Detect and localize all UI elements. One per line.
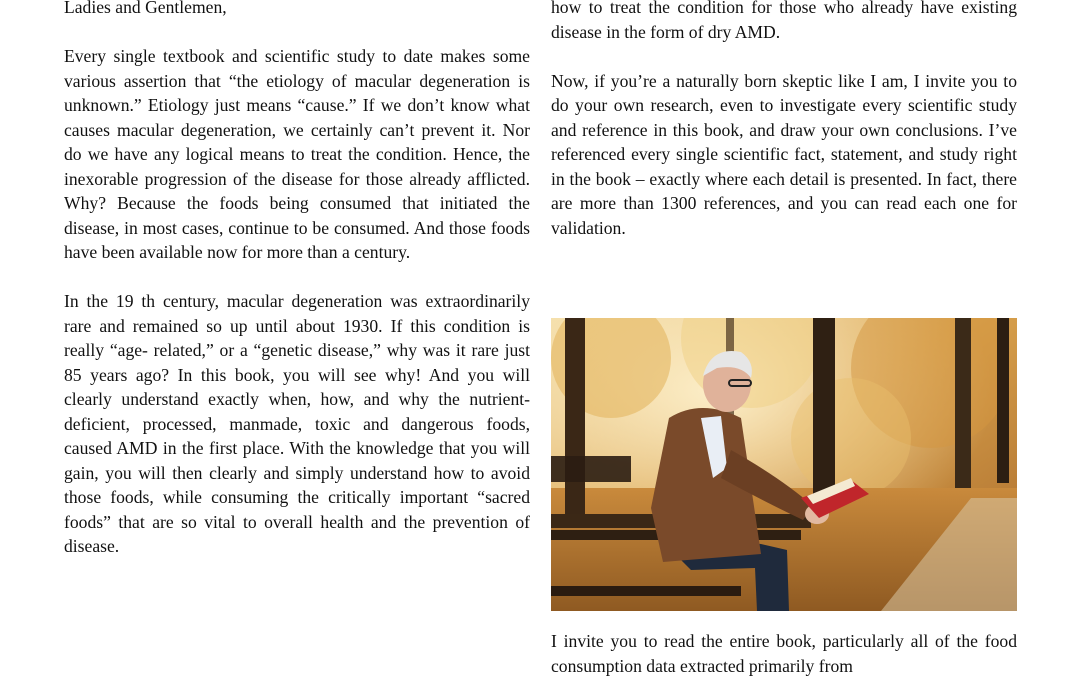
left-column	[64, 0, 530, 559]
paragraph-invite-read: I invite you to read the entire book, particularly all of the food consumption data extracted primarily from	[551, 631, 1017, 676]
paragraph-skeptic: Now, if you’re a naturally born skeptic like I am, I invite you to do your own research, even to investigate every scientific study and reference in this book, and draw your own conclusions. I’ve referenced every single scientific fact, statement, and study right in the book – exactly where each detail is presented. In fact, there are more than 1300 references, and you can read each one for validation.	[551, 70, 1017, 238]
paragraph-19th-century: In the 19 th century, macular degeneration was extraordinarily rare and remained so up until about 1930. If this condition is really “age- related,” or a “genetic disease,” why was it rare just 85 years ago? In this book, you will see why! And you will clearly understand exactly when, how, and why the nutrient-deficient, processed, manmade, toxic and dangerous foods, caused AMD in the first place. With the knowledge that you will gain, you will then clearly and simply understand how to avoid those foods, while consuming the critically important “sacred foods” that are so vital to overall health and the prevention of disease.	[64, 291, 530, 556]
right-column-top	[551, 0, 1017, 240]
paragraph-etiology: Every single textbook and scientific study to date makes some various assertion that “the etiology of macular degeneration is unknown.” Etiology just means “cause.” If we don’t know what causes macular degeneration, we certainly can’t prevent it. Nor do we have any logical means to treat the condition. Hence, the inexorable progression of the disease for those already afflicted. Why? Because the foods being consumed that initiated the disease, in most cases, continue to be consumed. And those foods have been available now for more than a century.	[64, 46, 530, 262]
paragraph-treat-condition-end: how to treat the condition for those who already have existing disease in the form of dry AMD.	[551, 0, 1017, 42]
photo-illustration	[551, 318, 1017, 611]
salutation: Ladies and Gentlemen,	[64, 0, 227, 17]
right-column-bottom	[551, 629, 1017, 678]
photo-elderly-man-reading	[551, 318, 1017, 611]
